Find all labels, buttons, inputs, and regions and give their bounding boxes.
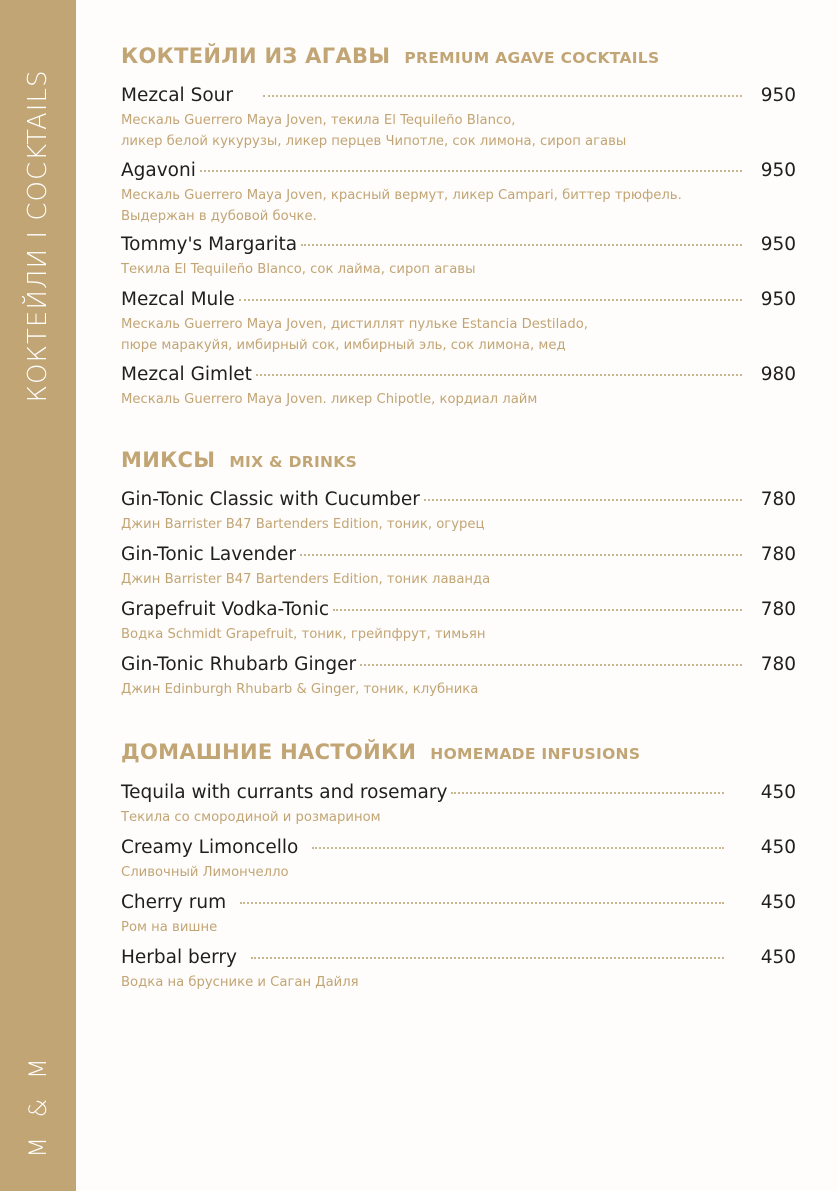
section-heading-mix <box>121 448 357 472</box>
sidebar <box>0 0 76 1191</box>
section-title-en: MIX & DRINKS <box>229 453 358 471</box>
item-price: 450 <box>760 837 796 858</box>
item-price: 780 <box>760 489 796 510</box>
item-name: Mezcal Mule <box>121 289 235 310</box>
section-title-ru: КОКТЕЙЛИ ИЗ АГАВЫ <box>121 44 391 68</box>
dot-leader <box>451 792 724 794</box>
dot-leader <box>239 299 742 301</box>
section-heading-infusions <box>121 740 640 764</box>
item-price: 450 <box>760 947 796 968</box>
item-description: Водка Schmidt Grapefruit, тоник, грейпфрут, тимьян <box>121 627 486 642</box>
item-name: Tommy's Margarita <box>121 234 298 255</box>
item-name: Mezcal Gimlet <box>121 364 252 385</box>
item-price: 950 <box>760 234 796 255</box>
item-price: 950 <box>760 85 796 106</box>
item-price: 450 <box>760 782 796 803</box>
item-name: Cherry rum <box>121 892 227 913</box>
item-name: Herbal berry <box>121 947 237 968</box>
dot-leader <box>360 664 742 666</box>
dot-leader <box>200 170 742 172</box>
item-description: Водка на бруснике и Саган Дайля <box>121 975 359 990</box>
dot-leader <box>301 244 742 246</box>
item-price: 950 <box>760 289 796 310</box>
item-name: Mezcal Sour <box>121 85 233 106</box>
item-description: пюре маракуйя, имбирный сок, имбирный эль, сок лимона, мед <box>121 338 566 353</box>
item-name: Tequila with currants and rosemary <box>121 782 448 803</box>
menu-item <box>121 599 796 645</box>
item-description: Мескаль Guerrero Maya Joven, красный вермут, ликер Campari, биттер трюфель. <box>121 188 682 203</box>
item-name: Gin-Tonic Lavender <box>121 544 297 565</box>
menu-item <box>121 947 796 993</box>
menu-item <box>121 837 796 883</box>
item-description: Сливочный Лимончелло <box>121 865 289 880</box>
section-title-ru: МИКСЫ <box>121 448 216 472</box>
item-description: Джин Barrister B47 Bartenders Edition, тоник, огурец <box>121 517 485 532</box>
item-price: 780 <box>760 654 796 675</box>
item-name: Agavoni <box>121 160 196 181</box>
item-description: Джин Edinburgh Rhubarb & Ginger, тоник, клубника <box>121 682 479 697</box>
item-price: 780 <box>760 544 796 565</box>
item-price: 950 <box>760 160 796 181</box>
item-description: Мескаль Guerrero Maya Joven, дистиллят пульке Estancia Destilado, <box>121 317 588 332</box>
item-name: Creamy Limoncello <box>121 837 299 858</box>
brand-logo: M & M <box>24 1052 52 1158</box>
menu-item <box>121 782 796 828</box>
menu-item <box>121 654 796 700</box>
section-title-ru: ДОМАШНИЕ НАСТОЙКИ <box>121 740 417 764</box>
dot-leader <box>256 374 742 376</box>
sidebar-title: КОКТЕЙЛИ I COCKTAILS <box>23 69 53 403</box>
item-description: ликер белой кукурузы, ликер перцев Чипотле, сок лимона, сироп агавы <box>121 134 627 149</box>
menu-item <box>121 234 796 280</box>
item-name: Grapefruit Vodka-Tonic <box>121 599 330 620</box>
menu-item <box>121 160 796 227</box>
dot-leader <box>300 554 742 556</box>
item-description: Джин Barrister B47 Bartenders Edition, тоник лаванда <box>121 572 491 587</box>
item-price: 780 <box>760 599 796 620</box>
item-name: Gin-Tonic Rhubarb Ginger <box>121 654 357 675</box>
section-title-en: HOMEMADE INFUSIONS <box>430 745 641 763</box>
item-description: Выдержан в дубовой бочке. <box>121 209 317 224</box>
section-heading-agave <box>121 44 659 68</box>
dot-leader <box>263 95 742 97</box>
item-price: 450 <box>760 892 796 913</box>
menu-item <box>121 364 796 410</box>
dot-leader <box>240 902 724 904</box>
item-price: 980 <box>760 364 796 385</box>
menu-item <box>121 892 796 938</box>
dot-leader <box>251 957 724 959</box>
section-title-en: PREMIUM AGAVE COCKTAILS <box>404 49 660 67</box>
item-name: Gin-Tonic Classic with Cucumber <box>121 489 420 510</box>
menu-item <box>121 289 796 356</box>
menu-item <box>121 489 796 535</box>
dot-leader <box>333 609 742 611</box>
item-description: Текила El Tequileño Blanco, сок лайма, сироп агавы <box>121 262 476 277</box>
item-description: Ром на вишне <box>121 920 218 935</box>
menu-item <box>121 85 796 152</box>
dot-leader <box>424 499 742 501</box>
item-description: Текила со смородиной и розмарином <box>121 810 381 825</box>
item-description: Мескаль Guerrero Maya Joven. ликер Chipotle, кордиал лайм <box>121 392 538 407</box>
dot-leader <box>312 847 724 849</box>
item-description: Мескаль Guerrero Maya Joven, текила El Tequileño Blanco, <box>121 113 516 128</box>
menu-item <box>121 544 796 590</box>
